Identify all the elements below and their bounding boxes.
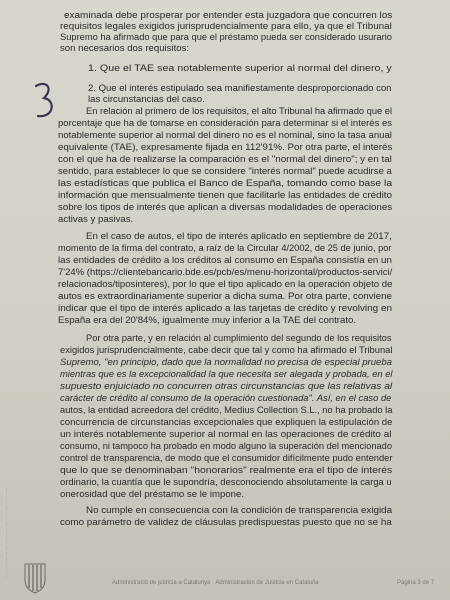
text-line: exigidos jurisprudencialmente, cabe decir que tal y como ha afirmado el Tribunal xyxy=(60,345,393,356)
margin-registration-stamp: ·· · ··· ···· ·· ··· · ·· ···· ··· · ·· ··· · ·· ···· xyxy=(4,487,10,580)
text-line: supuesto enjuiciado no concurren otras circunstancias que las relativas al xyxy=(60,381,393,392)
text-line: requisitos legales exigidos jurisprudencialmente para ello, ya que el Tribunal xyxy=(60,21,392,32)
text-line: España era del 20'84%, igualmente muy inferior a la TAE del contrato. xyxy=(58,315,356,326)
text-line: No cumple en consecuencia con la condición de transparencia exigida xyxy=(86,505,393,516)
text-line: equivalente (TAE), expresamente fijada en 112'91%. Por otra parte, el interés xyxy=(58,142,393,153)
footer-institution: Administració de justícia a Catalunya · Administración de Justicia en Cataluña xyxy=(112,580,319,586)
text-line: son necesarios dos requisitos: xyxy=(60,43,190,54)
text-line: las circunstancias del caso. xyxy=(88,94,205,105)
text-line: momento de la firma del contrato, a raíz de la Circular 4/2002, de 25 de junio, por xyxy=(58,243,392,254)
text-line: que lo que se denominaban "honorarios" realmente era el tipo de interés xyxy=(60,465,393,476)
text-line: sentido, para establecer lo que se considere "interés normal" puede acudirse a xyxy=(58,166,392,177)
text-line: información que mensualmente tienen que facilitarle las entidades de crédito xyxy=(58,190,393,201)
text-line: sobre los tipos de interés que aplican a diversas modalidades de operaciones xyxy=(58,202,393,213)
text-line: En el caso de autos, el tipo de interés aplicado en septiembre de 2017, xyxy=(86,231,392,242)
text-line: mientras que es la excepcionalidad la que necesita ser alegada y probada, en el xyxy=(60,369,393,380)
text-line: relacionados/tiposinteres), por lo que el tipo aplicado en la operación objeto de xyxy=(58,279,393,290)
text-line: Supremo ha afirmado que para que el préstamo pueda ser considerado usurario xyxy=(60,32,392,43)
text-line: con el que ha de realizarse la comparación es el "normal del dinero"; y en tal xyxy=(58,154,392,165)
text-line: autos, la entidad acreedora del crédito, Medius Collection S.L., no ha probado la xyxy=(60,405,393,416)
text-line: consumo, ni tampoco ha probado en modo alguno la superación del mencionado xyxy=(60,441,392,452)
text-line: control de transparencia, de modo que el consumidor difícilmente pudo entender xyxy=(60,453,393,464)
text-line: ordinario, la cuantía que le supondría, desconociendo absolutamente la carga u xyxy=(60,477,392,488)
text-line: Supremo, "en principio, dado que la normalidad no precisa de especial prueba xyxy=(60,357,393,368)
text-line: concurrencia de circunstancias excepcionales que expliquen la estipulación de xyxy=(60,417,393,428)
handwritten-page-mark xyxy=(30,80,58,124)
text-line: 2. Que el interés estipulado sea manifiestamente desproporcionado con xyxy=(88,83,392,94)
text-line: autos es extraordinariamente superior a dicha suma. Por otra parte, conviene xyxy=(58,291,392,302)
catalonia-coat-of-arms-icon xyxy=(22,560,48,594)
text-line: 1. Que el TAE sea notablemente superior al normal del dinero, y xyxy=(88,63,392,74)
text-line: onerosidad que del préstamo se le impone. xyxy=(60,489,244,500)
text-line: las entidades de crédito a los créditos al consumo en España consistía en un xyxy=(58,255,392,266)
text-line: indicar que el tipo de interés aplicado a las tarjetas de crédito y revolving en xyxy=(58,303,393,314)
text-line: Por otra parte, y en relación al cumplimiento del segundo de los requisitos xyxy=(86,333,392,344)
text-line: notablemente superior al normal del dinero no es el nominal, sino la tasa anual xyxy=(58,130,392,141)
text-line: un interés notablemente superior al normal en las operaciones de crédito al xyxy=(60,429,392,440)
text-line: como parámetro de validez de cláusulas predispuestas puesto que no se ha xyxy=(60,517,392,528)
text-line: En relación al primero de los requisitos, el alto Tribunal ha afirmado que el xyxy=(86,106,393,117)
text-line: porcentaje que ha de tomarse en consideración para determinar si el interés es xyxy=(58,118,393,129)
text-line: examinada debe prosperar por entender esta juzgadora que concurren los xyxy=(64,10,393,21)
text-line: las estadísticas que publica el Banco de España, tomando como base la xyxy=(58,178,393,189)
text-line: 7'24% (https://clientebancario.bde.es/pcb/es/menu-horizontal/productos-servici/ xyxy=(58,267,393,278)
text-line: carácter de crédito al consumo de la operación cuestionada". Así, en el caso de xyxy=(60,393,392,404)
footer-page-number: Pàgina 3 de 7 xyxy=(397,580,435,586)
text-line: activas y pasivas. xyxy=(58,214,134,225)
